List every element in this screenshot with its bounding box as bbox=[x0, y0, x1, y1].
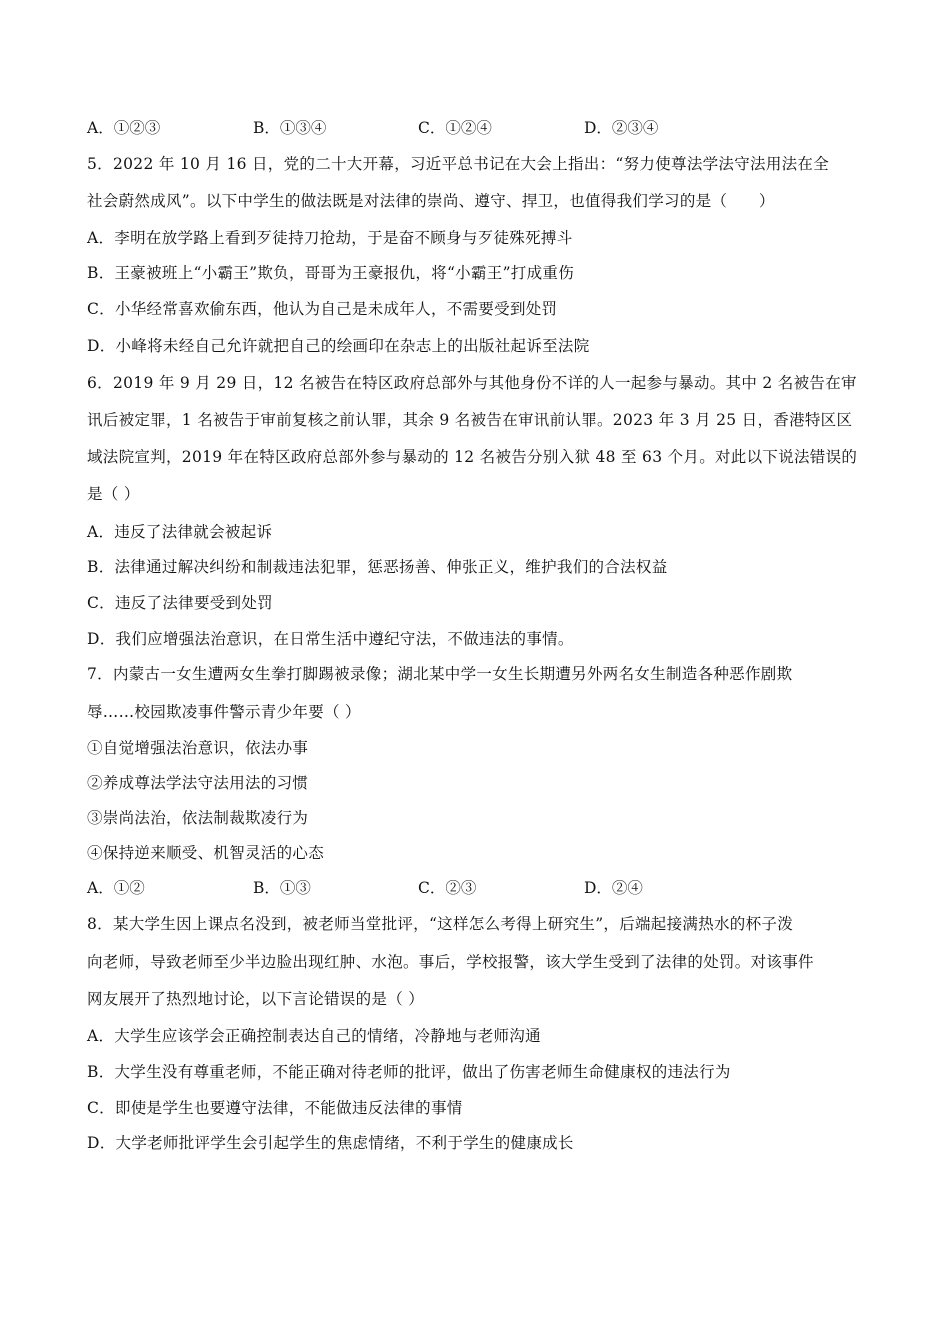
q7-option-d: D．②④ bbox=[584, 879, 643, 897]
q7-statement-3: ③崇尚法治，依法制裁欺凌行为 bbox=[87, 809, 309, 827]
q6-stem-line-2: 讯后被定罪，1 名被告于审前复核之前认罪，其余 9 名被告在审讯前认罪。2023 年 3 月 25 日，香港特区区 bbox=[87, 411, 853, 429]
q6-option-b: B．法律通过解决纠纷和制裁违法犯罪，惩恶扬善、伸张正义，维护我们的合法权益 bbox=[87, 558, 668, 576]
q4-option-b: B．①③④ bbox=[253, 119, 327, 137]
q6-option-d: D．我们应增强法治意识，在日常生活中遵纪守法，不做违法的事情。 bbox=[87, 630, 574, 648]
q5-option-a: A．李明在放学路上看到歹徒持刀抢劫，于是奋不顾身与歹徒殊死搏斗 bbox=[87, 229, 573, 247]
q4-option-c: C．①②④ bbox=[418, 119, 492, 137]
q5-option-d: D．小峰将未经自己允许就把自己的绘画印在杂志上的出版社起诉至法院 bbox=[87, 337, 590, 355]
q8-option-a: A．大学生应该学会正确控制表达自己的情绪，冷静地与老师沟通 bbox=[87, 1027, 541, 1045]
q8-stem-line-2: 向老师，导致老师至少半边脸出现红肿、水泡。事后，学校报警，该大学生受到了法律的处罚。对该事件 bbox=[87, 953, 814, 971]
q8-option-d: D．大学老师批评学生会引起学生的焦虑情绪，不利于学生的健康成长 bbox=[87, 1134, 574, 1152]
q8-stem-line-1: 8．某大学生因上课点名没到，被老师当堂批评，“这样怎么考得上研究生”，后端起接满热水的杯子泼 bbox=[87, 915, 794, 933]
q6-stem-line-3: 域法院宣判，2019 年在特区政府总部外参与暴动的 12 名被告分别入狱 48 至 63 个月。对此以下说法错误的 bbox=[87, 448, 858, 466]
q7-option-a: A．①② bbox=[87, 879, 145, 897]
q7-statement-4: ④保持逆来顺受、机智灵活的心态 bbox=[87, 844, 325, 862]
q6-stem-line-1: 6．2019 年 9 月 29 日，12 名被告在特区政府总部外与其他身份不详的人一起参与暴动。其中 2 名被告在审 bbox=[87, 374, 857, 392]
q6-stem-line-4: 是（ ） bbox=[87, 485, 140, 503]
q5-option-c: C．小华经常喜欢偷东西，他认为自己是未成年人，不需要受到处罚 bbox=[87, 300, 558, 318]
q4-options-row bbox=[87, 117, 877, 139]
q7-option-b: B．①③ bbox=[253, 879, 311, 897]
q4-option-d: D．②③④ bbox=[584, 119, 659, 137]
q8-stem-line-3: 网友展开了热烈地讨论，以下言论错误的是（ ） bbox=[87, 990, 425, 1008]
q7-statement-2: ②养成尊法学法守法用法的习惯 bbox=[87, 774, 309, 792]
q7-stem-line-1: 7．内蒙古一女生遭两女生拳打脚踢被录像；湖北某中学一女生长期遭另外两名女生制造各种恶作剧欺 bbox=[87, 665, 793, 683]
q8-option-c: C．即使是学生也要遵守法律，不能做违反法律的事情 bbox=[87, 1099, 463, 1117]
q5-option-b: B．王豪被班上“小霸王”欺负，哥哥为王豪报仇，将“小霸王”打成重伤 bbox=[87, 264, 574, 282]
q8-option-b: B．大学生没有尊重老师，不能正确对待老师的批评，做出了伤害老师生命健康权的违法行为 bbox=[87, 1063, 731, 1081]
q4-option-a: A．①②③ bbox=[87, 119, 161, 137]
q7-stem-line-2: 辱……校园欺凌事件警示青少年要（ ） bbox=[87, 703, 361, 721]
q7-options-row bbox=[87, 877, 877, 899]
q5-stem-line-1: 5．2022 年 10 月 16 日，党的二十大开幕，习近平总书记在大会上指出：“努力使尊法学法守法用法在全 bbox=[87, 155, 830, 173]
q6-option-a: A．违反了法律就会被起诉 bbox=[87, 523, 273, 541]
q7-statement-1: ①自觉增强法治意识，依法办事 bbox=[87, 739, 309, 757]
q6-option-c: C．违反了法律要受到处罚 bbox=[87, 594, 273, 612]
q7-option-c: C．②③ bbox=[418, 879, 477, 897]
q5-stem-line-2: 社会蔚然成风”。以下中学生的做法既是对法律的崇尚、遵守、捍卫，也值得我们学习的是（ ） bbox=[87, 192, 775, 210]
